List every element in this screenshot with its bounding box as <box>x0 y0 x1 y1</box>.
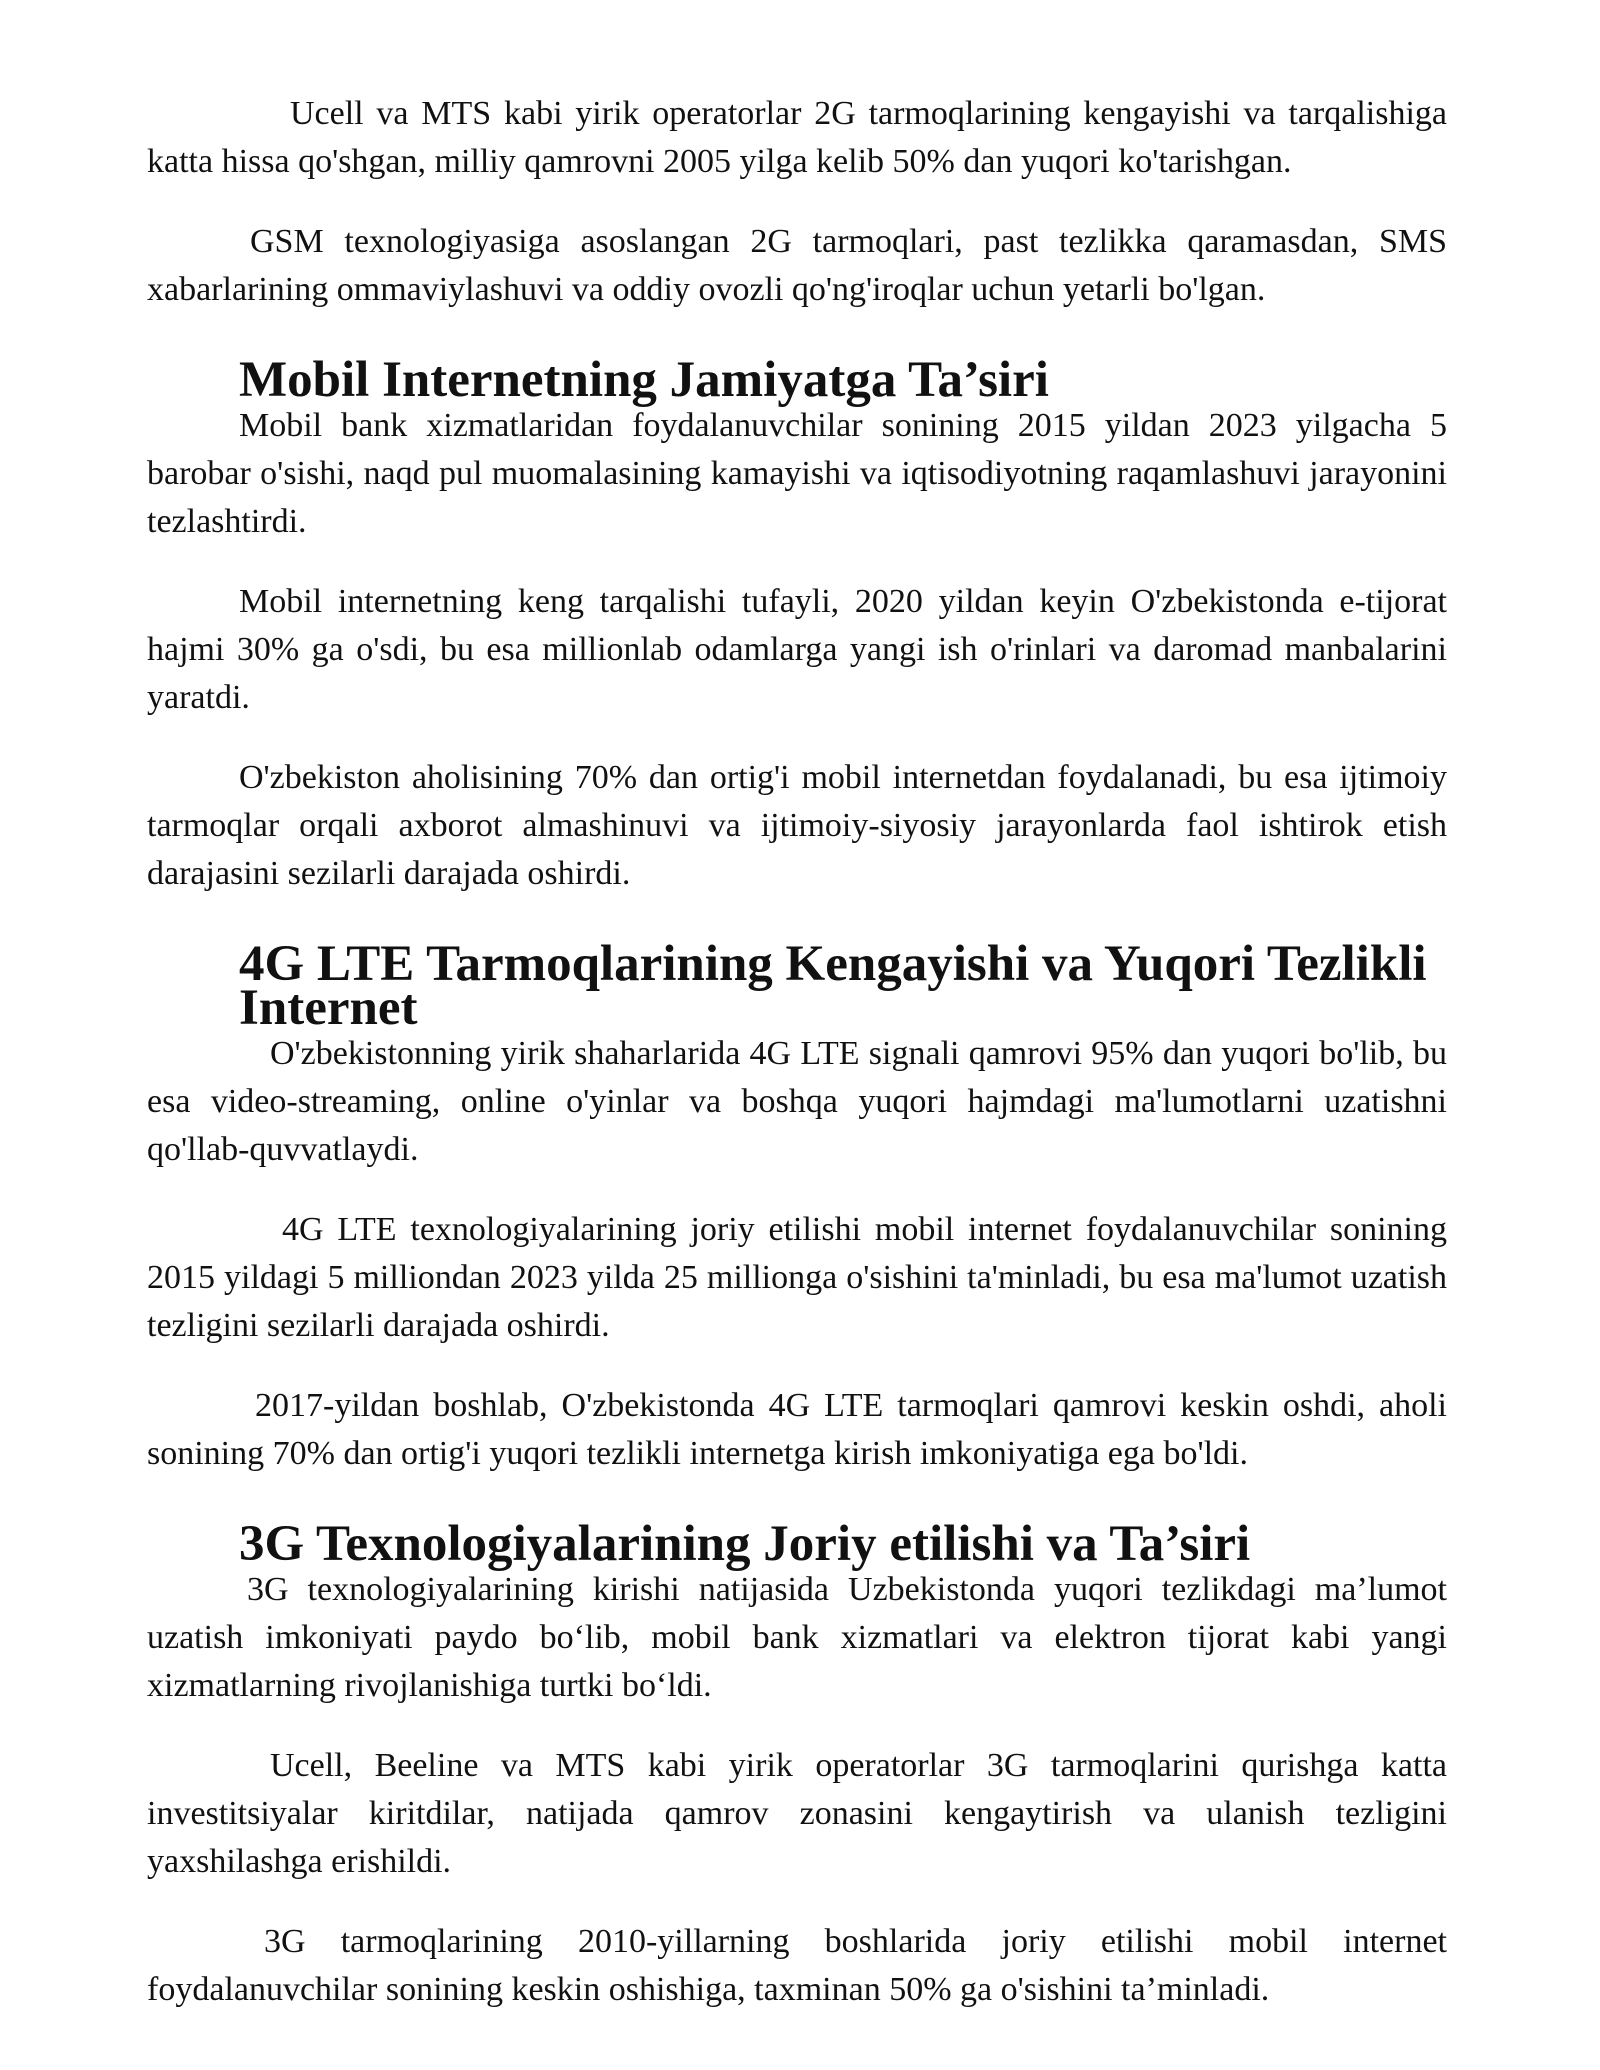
paragraph: O'zbekiston aholisining 70% dan ortig'i mobil internetdan foydalanadi, bu esa ijtimoiy tarmoqlar orqali axborot almashinuvi va ijtimoiy-siyosiy jarayonlarda faol ishtirok etish darajasini sezilarli darajada oshirdi. <box>147 759 1447 892</box>
section-heading-mobile-internet-impact: Mobil Internetning Jamiyatga Ta’siri <box>239 352 1049 408</box>
paragraph: Mobil internetning keng tarqalishi tufayli, 2020 yildan keyin O'zbekistonda e-tijorat hajmi 30% ga o'sdi, bu esa millionlab odamlarga yangi ish o'rinlari va daromad manbalarini yaratdi. <box>147 583 1447 716</box>
paragraph: 3G tarmoqlarining 2010-yillarning boshlarida joriy etilishi mobil internet foydalanuvchilar sonining keskin oshishiga, taxminan 50% ga o'sishini ta’minladi. <box>147 1923 1447 2008</box>
paragraph: Mobil bank xizmatlaridan foydalanuvchilar sonining 2015 yildan 2023 yilgacha 5 barobar o'sishi, naqd pul muomalasining kamayishi va iqtisodiyotning raqamlashuvi jarayonini tezlashtirdi. <box>147 407 1447 540</box>
paragraph: Ucell va MTS kabi yirik operatorlar 2G tarmoqlarining kengayishi va tarqalishiga katta hissa qo'shgan, milliy qamrovni 2005 yilga kelib 50% dan yuqori ko'tarishgan. <box>147 95 1447 180</box>
paragraph: 4G LTE texnologiyalarining joriy etilishi mobil internet foydalanuvchilar sonining 2015 yildagi 5 milliondan 2023 yilda 25 millionga o'sishini ta'minladi, bu esa ma'lumot uzatish tezligini sezilarli darajada oshirdi. <box>147 1211 1447 1344</box>
paragraph: O'zbekistonning yirik shaharlarida 4G LTE signali qamrovi 95% dan yuqori bo'lib, bu esa video-streaming, online o'yinlar va boshqa yuqori hajmdagi ma'lumotlarni uzatishni qo'llab-quvvatlaydi. <box>147 1035 1447 1168</box>
document-page <box>147 90 1447 2014</box>
paragraph: 2017-yildan boshlab, O'zbekistonda 4G LTE tarmoqlari qamrovi keskin oshdi, aholi sonining 70% dan ortig'i yuqori tezlikli internetga kirish imkoniyatiga ega bo'ldi. <box>147 1387 1447 1472</box>
paragraph: Ucell, Beeline va MTS kabi yirik operatorlar 3G tarmoqlarini qurishga katta investitsiyalar kiritdilar, natijada qamrov zonasini kengaytirish va ulanish tezligini yaxshilashga erishildi. <box>147 1747 1447 1880</box>
section-heading-3g: 3G Texnologiyalarining Joriy etilishi va Ta’siri <box>239 1516 1251 1572</box>
paragraph: GSM texnologiyasiga asoslangan 2G tarmoqlari, past tezlikka qaramasdan, SMS xabarlarining ommaviylashuvi va oddiy ovozli qo'ng'iroqlar uchun yetarli bo'lgan. <box>147 223 1447 308</box>
section-heading-4g-lte: 4G LTE Tarmoqlarining Kengayishi va Yuqori Tezlikli Internet <box>239 936 1427 1036</box>
paragraph: 3G texnologiyalarining kirishi natijasida Uzbekistonda yuqori tezlikdagi ma’lumot uzatish imkoniyati paydo bo‘lib, mobil bank xizmatlari va elektron tijorat kabi yangi xizmatlarning rivojlanishiga turtki bo‘ldi. <box>147 1571 1447 1704</box>
